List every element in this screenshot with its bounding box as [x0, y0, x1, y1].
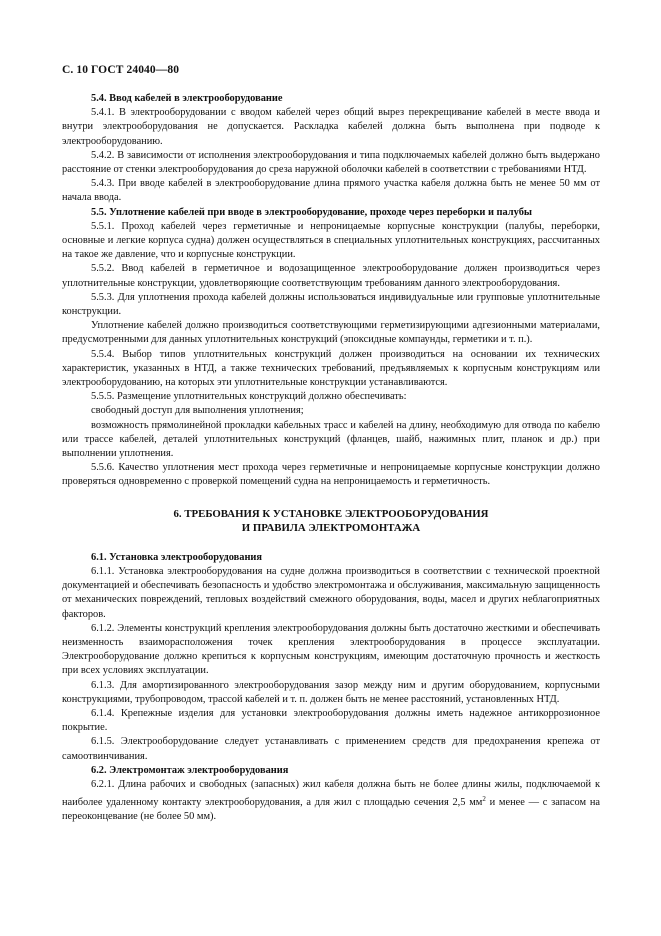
paragraph: 6.1.2. Элементы конструкций крепления электрооборудования должны быть достаточно жесткими и обеспечивать неизменность взаиморасположения точек крепления электрооборудования в процессе эксплуатации. Электрооборудование должно крепиться к корпусным конструкциям, имеющим достаточную прочность и жесткость при всех условиях эксплуатации.: [62, 622, 600, 677]
section-title-line-1: 6. ТРЕБОВАНИЯ К УСТАНОВКЕ ЭЛЕКТРООБОРУДОВАНИЯ: [173, 507, 489, 520]
section-6-title: [62, 507, 600, 536]
paragraph: 6.1.3. Для амортизированного электрооборудования зазор между ним и другим оборудованием, корпусными конструкциями, трубопроводом, трассой кабелей и т. п. должен быть не менее расстояний, установленных НТД.: [62, 679, 600, 705]
paragraph: 5.5.2. Ввод кабелей в герметичное и водозащищенное электрооборудование должен производиться через уплотнительные конструкции, удовлетворяющие соответствующим требованиям данного электрооборудования.: [62, 263, 600, 289]
page-header: С. 10 ГОСТ 24040—80: [62, 64, 180, 76]
subsection-heading: 6.2. Электромонтаж электрооборудования: [91, 764, 289, 776]
paragraph: 5.5.1. Проход кабелей через герметичные и непроницаемые корпусные конструкции (палубы, переборки, основные и легкие корпуса судна) должен осуществляться в специальных уплотнительных конструкциях, рассчитанных на такое же давление, что и корпусные конструкции.: [62, 220, 600, 261]
paragraph: 5.5.6. Качество уплотнения мест прохода через герметичные и непроницаемые корпусные конструкции должно проверяться одновременно с проверкой помещений судна на непроницаемость и герметичность.: [62, 462, 600, 488]
paragraph: 5.4.3. При вводе кабелей в электрооборудование длина прямого участка кабеля должна быть не менее 50 мм от начала ввода.: [62, 178, 600, 204]
subsection-heading: 5.4. Ввод кабелей в электрооборудование: [91, 93, 283, 104]
paragraph: 6.1.1. Установка электрооборудования на судне должна производиться в соответствии с технической проектной документацией и обеспечивать безопасность и удобство электромонтажа и обслуживания, максимальную защищенность от механических повреждений, тепловых воздействий смежного оборудования, воды, масел и других неблагоприятных факторов.: [62, 565, 600, 620]
paragraph: Уплотнение кабелей должно производиться соответствующими герметизирующими адгезионными материалами, предусмотренными для данных уплотнительных конструкций (эпоксидные компаунды, герметики и т. п.).: [62, 320, 600, 346]
paragraph: 5.5.4. Выбор типов уплотнительных конструкций должен производиться на основании их технических характеристик, указанных в НТД, а также технических требований, предъявляемых к корпусным конструкциям или электрооборудованию, на которых эти уплотнительные конструкции устанавливаются.: [62, 348, 600, 389]
paragraph: 5.4.2. В зависимости от исполнения электрооборудования и типа подключаемых кабелей должно быть выдержано расстояние от стенки электрооборудования до среза наружной оболочки кабелей в соответствии с требованиями НТД.: [62, 149, 600, 176]
paragraph: 6.1.5. Электрооборудование следует устанавливать с применением средств для предохранения крепежа от самоотвинчивания.: [62, 736, 600, 762]
paragraph: 6.1.4. Крепежные изделия для установки электрооборудования должны иметь надежное антикоррозионное покрытие.: [62, 707, 600, 734]
paragraph: 5.5.3. Для уплотнения прохода кабелей должны использоваться индивидуальные или групповые уплотнительные конструкции.: [62, 291, 600, 318]
section-5-text: [62, 92, 600, 490]
subsection-heading: 5.5. Уплотнение кабелей при вводе в электрооборудование, проходе через переборки и палубы: [91, 206, 532, 218]
section-6-text: [62, 551, 600, 825]
subsection-heading: 6.1. Установка электрооборудования: [91, 551, 263, 563]
document-body: [62, 92, 600, 825]
paragraph: свободный доступ для выполнения уплотнения;: [91, 405, 304, 417]
paragraph: 5.5.5. Размещение уплотнительных конструкций должно обеспечивать:: [91, 391, 407, 403]
superscript-squared: 2: [482, 795, 486, 804]
paragraph: 6.2.1. Длина рабочих и свободных (запасных) жил кабеля должна быть не более длины жилы, подключаемой к наиболее удаленному контакту электрооборудования, а для жил с площадью сечения 2,5 $мм^2$ и менее — с запасом на переоконцевание (не более 50 мм).: [62, 778, 600, 823]
paragraph-tail: и менее — с запасом на переоконцевание (не более 50 мм).: [62, 797, 600, 823]
paragraph: возможность прямолинейной прокладки кабельных трасс и кабелей на длину, необходимую для отвода по кабелю или трассе кабелей, деталей уплотнительных конструкций (фланцев, шайб, нажимных плит, планок и др.) при выполнении уплотнения.: [62, 419, 600, 460]
paragraph: 5.4.1. В электрооборудовании с вводом кабелей через общий вырез перекрещивание кабелей в месте ввода и внутри электрооборудования не допускается. Раскладка кабелей должна быть выполнена при подводе к электрооборудованию.: [62, 107, 600, 147]
section-title-line-2: И ПРАВИЛА ЭЛЕКТРОМОНТАЖА: [241, 522, 421, 535]
